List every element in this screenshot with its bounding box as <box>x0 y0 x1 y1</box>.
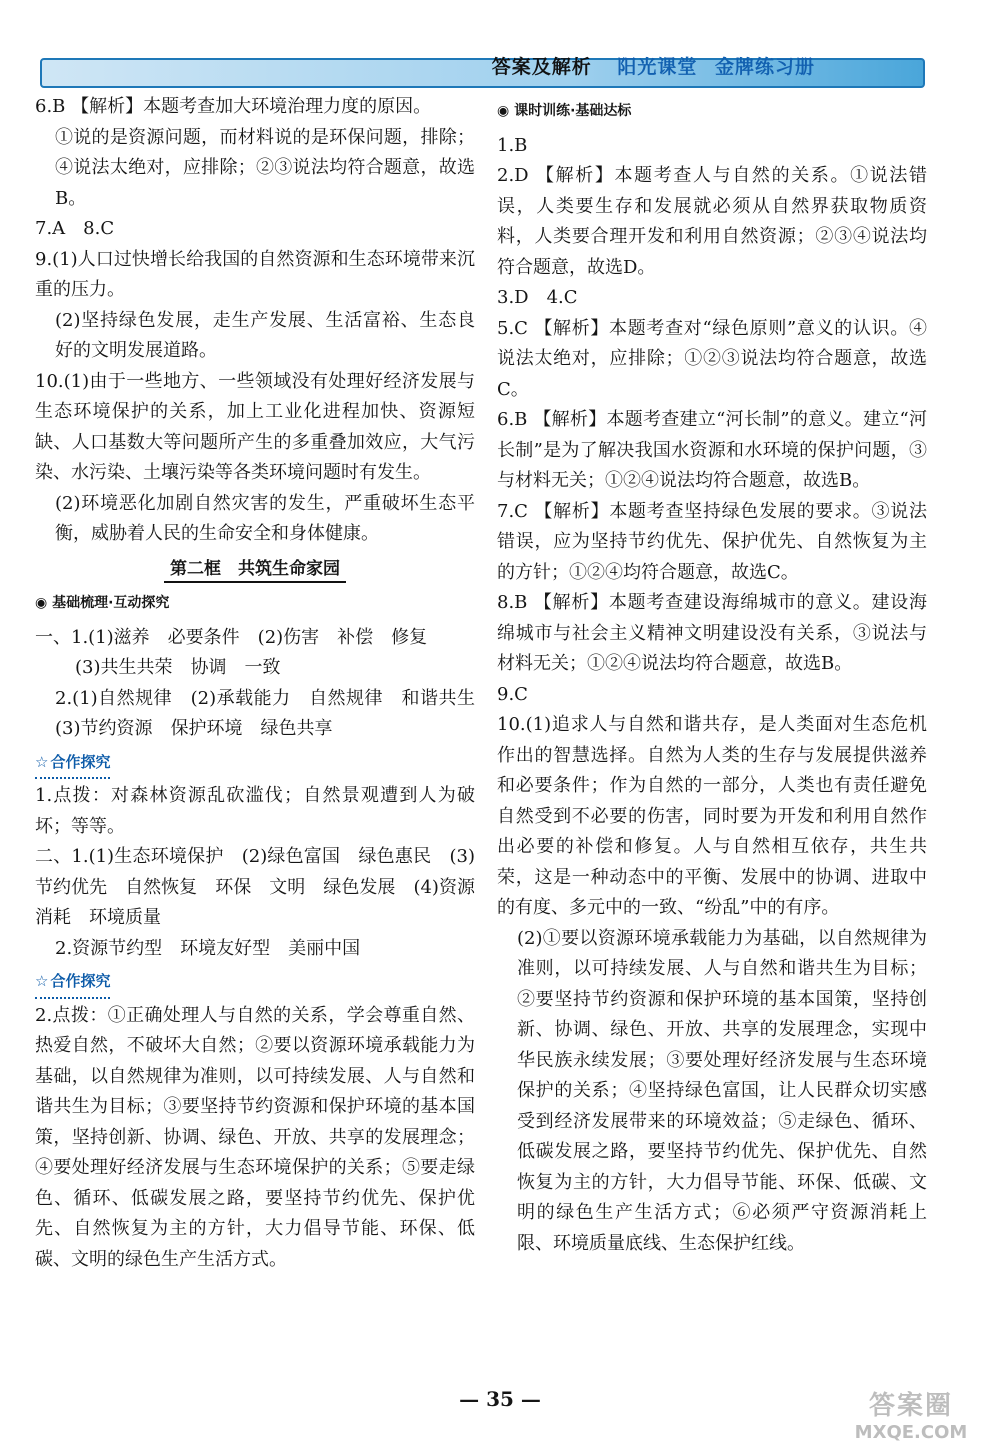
header-series-2: 金牌练习册 <box>714 56 815 78</box>
left-answers-4 <box>35 1001 475 1276</box>
answer-paragraph: 2.(1)自然规律 (2)承载能力 自然规律 和谐共生 (3)节约资源 保护环境 绿色共享 <box>55 687 493 739</box>
coop-label-1: ☆ 合作探究 <box>35 747 110 780</box>
basic-tag: ◉ 基础梳理·互动探究 <box>35 595 170 611</box>
answer-paragraph: 8.B 【解析】本题考查建设海绵城市的意义。建设海绵城市与社会主义精神文明建设没有关系，③说法与材料无关；①②④说法均符合题意，故选B。 <box>497 592 927 674</box>
section-title: 第二框 共筑生命家园 <box>35 554 475 585</box>
page-number: — 35 — <box>459 1387 541 1411</box>
answer-paragraph: 3.D 4.C <box>497 287 578 308</box>
answer-paragraph: 2.D 【解析】本题考查人与自然的关系。①说法错误，人类要生存和发展就必须从自然界获取物质资料，人类要合理开发和利用自然资源；②③④说法均符合题意，故选D。 <box>497 165 927 278</box>
answer-paragraph: (2)①要以资源环境承载能力为基础，以自然规律为准则，以可持续发展、人与自然和谐共生为目标；②要坚持节约资源和保护环境的基本国策，坚持创新、协调、绿色、开放、共享的发展理念，实现中华民族永续发展；③要处理好经济发展与生态环境保护的关系；④坚持绿色富国，让人民群众切实感受到经济发展带来的环境效益；⑤走绿色、循环、低碳发展之路，要坚持节约优先、保护优先、自然恢复为主的方针，大力倡导节能、环保、低碳、文明的绿色生产生活方式；⑥必须严守资源消耗上限、环境质量底线、生态保护红线。 <box>517 927 927 1254</box>
header-answer-label: 答案及解析 <box>491 56 592 78</box>
answer-paragraph: 6.B 【解析】本题考查加大环境治理力度的原因。 <box>35 96 432 117</box>
answer-paragraph: 1.点拨：对森林资源乱砍滥伐；自然景观遭到人为破坏；等等。 <box>35 785 475 837</box>
answer-paragraph: (2)坚持绿色发展，走生产发展、生活富裕、生态良好的文明发展道路。 <box>55 309 475 361</box>
answer-paragraph: 10.(1)追求人与自然和谐共存，是人类面对生态危机作出的智慧选择。自然为人类的生存与发展提供滋养和必要条件；作为自然的一部分，人类也有责任避免自然受到不必要的伤害，同时要为开发和利用自然作出必要的补偿和修复。人与自然相互依存，共生共荣，这是一种动态中的平衡、发展中的协调、进取中的有度、多元中的一致、“纷乱”中的有序。 <box>497 714 927 918</box>
header-series-1: 阳光课堂 <box>617 56 698 78</box>
page-header <box>40 14 925 84</box>
answer-paragraph: 二、1.(1)生态环境保护 (2)绿色富国 绿色惠民 (3)节约优先 自然恢复 环保 文明 绿色发展 (4)资源消耗 环境质量 <box>35 846 475 928</box>
star-icon: ☆ <box>35 752 49 771</box>
star-icon: ☆ <box>35 972 49 990</box>
right-answers <box>497 131 927 1260</box>
answer-paragraph: 7.C 【解析】本题考查坚持绿色发展的要求。③说法错误，应为坚持节约优先、保护优先、自然恢复为主的方针；①②④均符合题意，故选C。 <box>497 500 927 583</box>
header-title <box>492 52 815 79</box>
answer-paragraph: (3)共生共荣 协调 一致 <box>75 657 281 678</box>
answer-paragraph: 2.资源节约型 环境友好型 美丽中国 <box>55 937 361 959</box>
answer-paragraph: 5.C 【解析】本题考查对“绿色原则”意义的认识。④说法太绝对，应排除；①②③说法均符合题意，故选C。 <box>497 317 927 400</box>
left-column <box>35 92 493 1275</box>
right-column <box>497 92 927 1259</box>
watermark-logo: 答案圈 MXQE.COM <box>854 1391 968 1443</box>
answer-paragraph: 9.C <box>497 683 528 705</box>
answer-paragraph: 10.(1)由于一些地方、一些领域没有处理好经济发展与生态环境保护的关系，加上工业化进程加快、资源短缺、人口基数大等问题所产生的多重叠加效应，大气污染、水污染、土壤污染等各类环境问题时有发生。 <box>35 370 475 483</box>
answer-paragraph: 9.(1)人口过快增长给我国的自然资源和生态环境带来沉重的压力。 <box>35 248 475 300</box>
coop-label-2: ☆ 合作探究 <box>35 966 110 999</box>
answer-paragraph: 1.B <box>497 134 528 156</box>
answer-paragraph: 7.A 8.C <box>35 218 115 239</box>
answer-paragraph: (2)环境恶化加剧自然灾害的发生，严重破坏生态平衡，威胁着人民的生命安全和身体健康。 <box>55 492 475 544</box>
left-answers-1 <box>35 92 475 550</box>
answer-paragraph: 一、1.(1)滋养 必要条件 (2)伤害 补偿 修复 <box>35 626 428 648</box>
training-tag: ◉ 课时训练·基础达标 <box>497 103 632 119</box>
answer-paragraph: 2.点拨：①正确处理人与自然的关系，学会尊重自然、热爱自然，不破坏大自然；②要以资源环境承载能力为基础，以自然规律为准则，以可持续发展、人与自然和谐共生为目标；③要坚持节约资源和保护环境的基本国策，坚持创新、协调、绿色、开放、共享的发展理念；④要处理好经济发展与生态环境保护的关系；⑤要走绿色、循环、低碳发展之路，要坚持节约优先、保护优先、自然恢复为主的方针，大力倡导节能、环保、低碳、文明的绿色生产生活方式。 <box>35 1004 475 1270</box>
left-answers-3 <box>35 781 475 964</box>
answer-paragraph: ①说的是资源问题，而材料说的是环保问题，排除；④说法太绝对，应排除；②③说法均符合题意，故选B。 <box>55 126 475 209</box>
answer-paragraph: 6.B 【解析】本题考查建立“河长制”的意义。建立“河长制”是为了解决我国水资源和水环境的保护问题，③与材料无关；①②④说法均符合题意，故选B。 <box>497 409 927 491</box>
left-answers-2 <box>35 623 493 745</box>
